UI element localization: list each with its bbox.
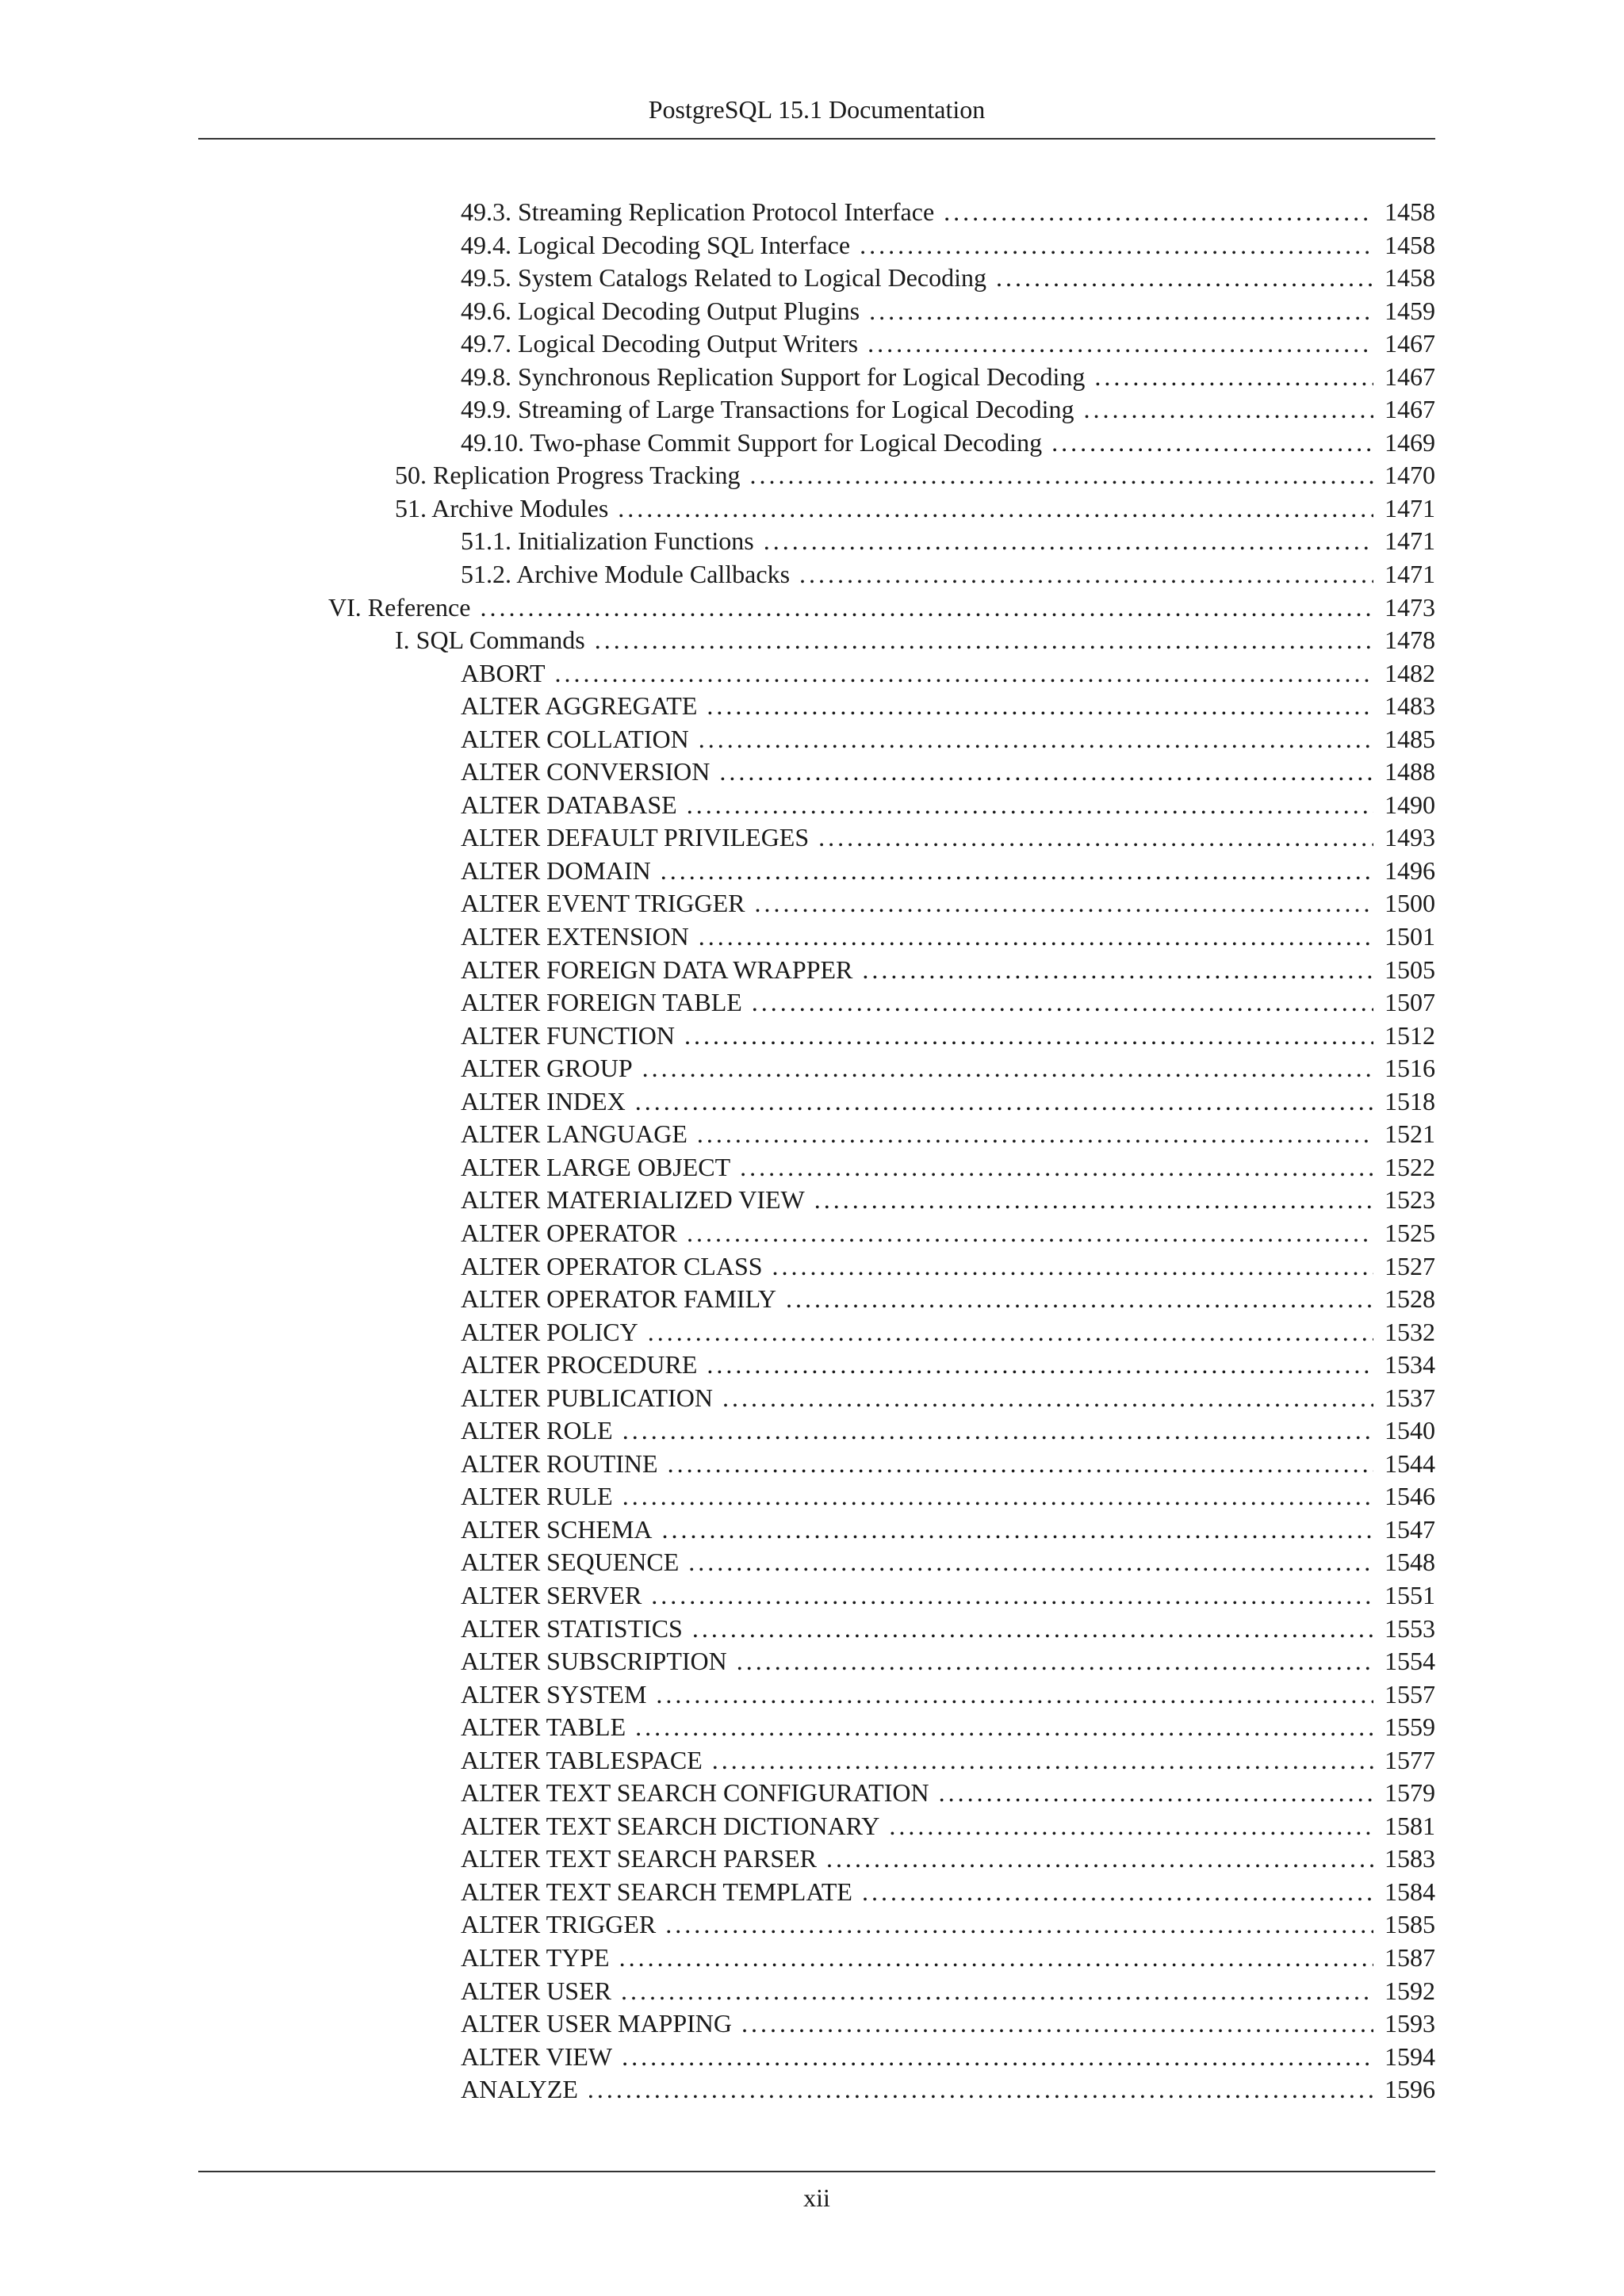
toc-entry-title: 49.3. Streaming Replication Protocol Interface <box>461 197 935 226</box>
toc-entry-page: 1467 <box>1385 329 1435 358</box>
toc-entry-page: 1512 <box>1385 1020 1435 1050</box>
table-of-contents <box>198 196 1435 2107</box>
toc-entry-page: 1501 <box>1385 922 1435 951</box>
toc-entry-page: 1540 <box>1385 1416 1435 1445</box>
toc-dot-leader <box>799 558 1373 591</box>
toc-entry-title: ALTER AGGREGATE <box>461 691 698 721</box>
toc-entry-page: 1579 <box>1385 1778 1435 1808</box>
toc-dot-leader <box>826 1843 1373 1876</box>
toc-dot-leader <box>772 1250 1373 1284</box>
toc-dot-leader <box>889 1810 1373 1843</box>
header-rule <box>198 138 1435 140</box>
toc-entry-title: ALTER INDEX <box>461 1086 626 1115</box>
toc-entry-page: 1577 <box>1385 1745 1435 1774</box>
toc-entry-title: 49.8. Synchronous Replication Support for Logical Decoding <box>461 362 1086 391</box>
toc-entry-title: ALTER MATERIALIZED VIEW <box>461 1185 805 1215</box>
toc-dot-leader <box>697 1118 1373 1151</box>
toc-entry-title: 51.2. Archive Module Callbacks <box>461 560 791 589</box>
toc-entry-title: ALTER TEXT SEARCH CONFIGURATION <box>461 1778 929 1808</box>
toc-dot-leader <box>722 1382 1373 1415</box>
toc-dot-leader <box>687 1217 1373 1250</box>
toc-entry-title: ALTER ROLE <box>461 1416 613 1445</box>
toc-entry-title: ABORT <box>461 658 546 687</box>
toc-dot-leader <box>1051 427 1373 460</box>
toc-entry-page: 1467 <box>1385 362 1435 391</box>
toc-entry[interactable] <box>198 591 1435 625</box>
toc-entry[interactable] <box>198 1151 1435 1184</box>
toc-entry-page: 1557 <box>1385 1679 1435 1709</box>
toc-dot-leader <box>692 1613 1373 1646</box>
toc-entry[interactable] <box>198 525 1435 558</box>
toc-dot-leader <box>862 954 1373 987</box>
toc-dot-leader <box>741 2007 1373 2041</box>
toc-entry-title: ANALYZE <box>461 2075 578 2104</box>
toc-entry-page: 1500 <box>1385 889 1435 918</box>
toc-entry[interactable] <box>198 327 1435 361</box>
toc-entry-title: VI. Reference <box>328 592 471 622</box>
toc-dot-leader <box>944 196 1373 229</box>
toc-entry-page: 1516 <box>1385 1054 1435 1083</box>
toc-dot-leader <box>622 1414 1373 1448</box>
toc-entry[interactable] <box>198 1513 1435 1547</box>
toc-entry[interactable] <box>198 1283 1435 1316</box>
toc-entry[interactable] <box>198 954 1435 987</box>
toc-entry-title: ALTER STATISTICS <box>461 1613 683 1643</box>
toc-entry-title: ALTER EXTENSION <box>461 922 689 951</box>
toc-entry-title: ALTER OPERATOR FAMILY <box>461 1284 777 1314</box>
toc-entry-title: ALTER VIEW <box>461 2042 613 2071</box>
toc-entry[interactable] <box>198 920 1435 954</box>
toc-dot-leader <box>480 591 1373 625</box>
toc-entry[interactable] <box>198 1052 1435 1085</box>
toc-entry-page: 1554 <box>1385 1647 1435 1676</box>
toc-entry-page: 1551 <box>1385 1580 1435 1609</box>
toc-entry-page: 1469 <box>1385 427 1435 457</box>
toc-entry[interactable] <box>198 262 1435 295</box>
toc-entry-page: 1548 <box>1385 1548 1435 1577</box>
toc-entry-title: I. SQL Commands <box>395 626 585 655</box>
toc-entry-page: 1537 <box>1385 1383 1435 1412</box>
toc-dot-leader <box>750 459 1373 492</box>
toc-dot-leader <box>595 624 1373 657</box>
toc-entry-page: 1553 <box>1385 1613 1435 1643</box>
footer-rule <box>198 2171 1435 2172</box>
toc-entry[interactable] <box>198 1645 1435 1678</box>
toc-entry[interactable] <box>198 1085 1435 1119</box>
toc-entry-title: ALTER DOMAIN <box>461 855 651 885</box>
toc-entry[interactable] <box>198 1118 1435 1151</box>
toc-entry-title: ALTER SYSTEM <box>461 1679 647 1709</box>
toc-dot-leader <box>755 887 1373 920</box>
toc-entry-page: 1546 <box>1385 1482 1435 1511</box>
toc-entry-page: 1522 <box>1385 1152 1435 1181</box>
toc-entry-page: 1587 <box>1385 1942 1435 1972</box>
toc-dot-leader <box>707 690 1373 723</box>
toc-entry[interactable] <box>198 756 1435 789</box>
toc-entry-title: 49.9. Streaming of Large Transactions for Logical Decoding <box>461 395 1074 424</box>
toc-dot-leader <box>684 1020 1373 1053</box>
toc-entry-page: 1518 <box>1385 1086 1435 1115</box>
toc-entry[interactable] <box>198 1414 1435 1448</box>
toc-entry[interactable] <box>198 1613 1435 1646</box>
toc-entry[interactable] <box>198 1250 1435 1284</box>
toc-entry-title: ALTER SUBSCRIPTION <box>461 1647 727 1676</box>
toc-dot-leader <box>642 1052 1373 1085</box>
toc-entry-page: 1473 <box>1385 592 1435 622</box>
toc-entry-page: 1583 <box>1385 1844 1435 1873</box>
toc-entry-page: 1544 <box>1385 1448 1435 1478</box>
toc-entry-page: 1471 <box>1385 560 1435 589</box>
toc-dot-leader <box>635 1085 1373 1119</box>
toc-entry-page: 1488 <box>1385 757 1435 786</box>
toc-entry-page: 1490 <box>1385 790 1435 819</box>
toc-entry-page: 1594 <box>1385 2042 1435 2071</box>
toc-entry-page: 1528 <box>1385 1284 1435 1314</box>
toc-entry-title: ALTER TABLE <box>461 1712 626 1742</box>
toc-entry[interactable] <box>198 1876 1435 1909</box>
toc-entry[interactable] <box>198 855 1435 888</box>
toc-entry[interactable] <box>198 1546 1435 1579</box>
toc-entry[interactable] <box>198 1480 1435 1513</box>
toc-entry-title: ALTER RULE <box>461 1482 613 1511</box>
toc-entry-page: 1458 <box>1385 197 1435 226</box>
toc-entry[interactable] <box>198 1744 1435 1777</box>
toc-dot-leader <box>1094 361 1373 394</box>
toc-dot-leader <box>737 1645 1373 1678</box>
toc-dot-leader <box>868 327 1373 361</box>
toc-dot-leader <box>555 657 1373 691</box>
toc-dot-leader <box>648 1316 1373 1349</box>
toc-entry-page: 1547 <box>1385 1514 1435 1544</box>
toc-entry[interactable] <box>198 657 1435 691</box>
toc-entry[interactable] <box>198 295 1435 328</box>
toc-entry-page: 1470 <box>1385 461 1435 490</box>
toc-entry-page: 1459 <box>1385 296 1435 325</box>
toc-dot-leader <box>618 492 1373 526</box>
toc-entry-page: 1585 <box>1385 1910 1435 1939</box>
toc-dot-leader <box>786 1283 1373 1316</box>
toc-entry[interactable] <box>198 196 1435 229</box>
toc-entry[interactable] <box>198 1316 1435 1349</box>
toc-entry-title: ALTER DATABASE <box>461 790 677 819</box>
toc-entry-title: ALTER TYPE <box>461 1942 610 1972</box>
toc-entry-title: ALTER SCHEMA <box>461 1514 653 1544</box>
toc-dot-leader <box>862 1876 1373 1909</box>
toc-entry-page: 1485 <box>1385 724 1435 753</box>
toc-entry[interactable] <box>198 821 1435 855</box>
toc-entry[interactable] <box>198 2007 1435 2041</box>
toc-entry[interactable] <box>198 887 1435 920</box>
toc-entry-title: ALTER DEFAULT PRIVILEGES <box>461 823 810 852</box>
toc-dot-leader <box>752 986 1373 1020</box>
toc-entry-title: ALTER LANGUAGE <box>461 1119 688 1149</box>
toc-entry-title: ALTER CONVERSION <box>461 757 710 786</box>
toc-entry-page: 1458 <box>1385 263 1435 293</box>
toc-entry-title: ALTER FUNCTION <box>461 1020 675 1050</box>
toc-dot-leader <box>814 1184 1373 1217</box>
toc-entry[interactable] <box>198 393 1435 427</box>
toc-dot-leader <box>1083 393 1373 427</box>
toc-entry-title: 49.7. Logical Decoding Output Writers <box>461 329 859 358</box>
toc-dot-leader <box>996 262 1373 295</box>
toc-entry-title: ALTER SEQUENCE <box>461 1548 680 1577</box>
toc-entry[interactable] <box>198 1777 1435 1810</box>
toc-entry[interactable] <box>198 789 1435 822</box>
toc-entry-page: 1483 <box>1385 691 1435 721</box>
toc-entry-page: 1471 <box>1385 526 1435 556</box>
toc-dot-leader <box>619 1942 1373 1975</box>
toc-entry-title: 49.6. Logical Decoding Output Plugins <box>461 296 860 325</box>
toc-dot-leader <box>719 756 1373 789</box>
toc-dot-leader <box>621 1975 1373 2008</box>
toc-dot-leader <box>699 723 1373 756</box>
toc-entry[interactable] <box>198 1843 1435 1876</box>
toc-entry[interactable] <box>198 1975 1435 2008</box>
toc-entry-page: 1581 <box>1385 1811 1435 1840</box>
toc-entry[interactable] <box>198 492 1435 526</box>
toc-entry[interactable] <box>198 1020 1435 1053</box>
toc-entry-page: 1584 <box>1385 1877 1435 1906</box>
toc-entry-title: ALTER TEXT SEARCH TEMPLATE <box>461 1877 852 1906</box>
toc-entry-title: ALTER ROUTINE <box>461 1448 658 1478</box>
toc-entry[interactable] <box>198 1678 1435 1712</box>
toc-entry-title: ALTER OPERATOR <box>461 1218 677 1247</box>
toc-entry-page: 1525 <box>1385 1218 1435 1247</box>
toc-entry-page: 1559 <box>1385 1712 1435 1742</box>
toc-dot-leader <box>622 2041 1373 2074</box>
toc-entry[interactable] <box>198 229 1435 262</box>
toc-entry-title: ALTER TEXT SEARCH PARSER <box>461 1844 817 1873</box>
toc-dot-leader <box>651 1579 1373 1613</box>
toc-entry-title: 49.10. Two-phase Commit Support for Logical Decoding <box>461 427 1043 457</box>
toc-entry[interactable] <box>198 427 1435 460</box>
toc-entry[interactable] <box>198 1579 1435 1613</box>
toc-entry-title: ALTER POLICY <box>461 1317 638 1346</box>
toc-entry[interactable] <box>198 1217 1435 1250</box>
toc-entry[interactable] <box>198 361 1435 394</box>
toc-entry[interactable] <box>198 1810 1435 1843</box>
toc-entry-title: 51. Archive Modules <box>395 493 609 522</box>
toc-dot-leader <box>939 1777 1373 1810</box>
toc-entry-title: ALTER PUBLICATION <box>461 1383 713 1412</box>
toc-dot-leader <box>764 525 1373 558</box>
toc-entry-title: ALTER USER <box>461 1976 611 2005</box>
toc-dot-leader <box>712 1744 1373 1777</box>
toc-entry[interactable] <box>198 1382 1435 1415</box>
page-header-title: PostgreSQL 15.1 Documentation <box>648 95 986 124</box>
toc-entry-title: ALTER GROUP <box>461 1054 633 1083</box>
toc-dot-leader <box>707 1349 1373 1382</box>
toc-entry-page: 1592 <box>1385 1976 1435 2005</box>
toc-dot-leader <box>818 821 1373 855</box>
page-number: xii <box>803 2183 830 2212</box>
toc-dot-leader <box>740 1151 1373 1184</box>
toc-entry[interactable] <box>198 1184 1435 1217</box>
toc-dot-leader <box>656 1678 1373 1712</box>
toc-entry-page: 1596 <box>1385 2075 1435 2104</box>
toc-entry[interactable] <box>198 690 1435 723</box>
toc-entry-page: 1521 <box>1385 1119 1435 1149</box>
toc-entry-page: 1527 <box>1385 1251 1435 1280</box>
toc-dot-leader <box>661 855 1373 888</box>
toc-entry-title: 49.4. Logical Decoding SQL Interface <box>461 230 851 259</box>
toc-entry-page: 1496 <box>1385 855 1435 885</box>
toc-entry[interactable] <box>198 459 1435 492</box>
toc-entry-page: 1458 <box>1385 230 1435 259</box>
toc-dot-leader <box>668 1448 1373 1481</box>
toc-entry-title: ALTER TABLESPACE <box>461 1745 703 1774</box>
toc-entry-title: ALTER FOREIGN DATA WRAPPER <box>461 955 853 984</box>
toc-entry-title: 51.1. Initialization Functions <box>461 526 754 556</box>
toc-entry-title: 49.5. System Catalogs Related to Logical Decoding <box>461 263 986 293</box>
toc-dot-leader <box>588 2073 1373 2107</box>
toc-entry[interactable] <box>198 1908 1435 1942</box>
toc-entry-page: 1471 <box>1385 493 1435 522</box>
toc-entry-title: ALTER LARGE OBJECT <box>461 1152 731 1181</box>
toc-entry[interactable] <box>198 1942 1435 1975</box>
toc-entry-page: 1493 <box>1385 823 1435 852</box>
toc-entry[interactable] <box>198 986 1435 1020</box>
toc-entry[interactable] <box>198 2073 1435 2107</box>
toc-entry-page: 1482 <box>1385 658 1435 687</box>
toc-entry-title: ALTER TRIGGER <box>461 1910 657 1939</box>
toc-entry[interactable] <box>198 1448 1435 1481</box>
toc-entry-page: 1532 <box>1385 1317 1435 1346</box>
toc-dot-leader <box>869 295 1373 328</box>
toc-dot-leader <box>687 789 1373 822</box>
toc-entry-title: 50. Replication Progress Tracking <box>395 461 741 490</box>
toc-dot-leader <box>860 229 1373 262</box>
toc-entry-page: 1505 <box>1385 955 1435 984</box>
toc-entry-title: ALTER SERVER <box>461 1580 642 1609</box>
toc-entry[interactable] <box>198 1349 1435 1382</box>
toc-entry-page: 1534 <box>1385 1350 1435 1380</box>
toc-dot-leader <box>688 1546 1373 1579</box>
toc-dot-leader <box>699 920 1373 954</box>
toc-dot-leader <box>635 1711 1373 1744</box>
toc-entry[interactable] <box>198 558 1435 591</box>
toc-entry-title: ALTER EVENT TRIGGER <box>461 889 745 918</box>
toc-dot-leader <box>622 1480 1373 1513</box>
toc-entry-title: ALTER OPERATOR CLASS <box>461 1251 763 1280</box>
toc-dot-leader <box>662 1513 1373 1547</box>
toc-entry-title: ALTER COLLATION <box>461 724 689 753</box>
toc-entry-page: 1507 <box>1385 988 1435 1017</box>
toc-entry-title: ALTER TEXT SEARCH DICTIONARY <box>461 1811 880 1840</box>
toc-entry-page: 1523 <box>1385 1185 1435 1215</box>
toc-entry-page: 1467 <box>1385 395 1435 424</box>
toc-dot-leader <box>665 1908 1373 1942</box>
toc-entry[interactable] <box>198 1711 1435 1744</box>
toc-entry-page: 1593 <box>1385 2009 1435 2038</box>
toc-entry-title: ALTER USER MAPPING <box>461 2009 732 2038</box>
toc-entry-title: ALTER FOREIGN TABLE <box>461 988 742 1017</box>
toc-entry-title: ALTER PROCEDURE <box>461 1350 698 1380</box>
toc-entry[interactable] <box>198 624 1435 657</box>
toc-entry[interactable] <box>198 2041 1435 2074</box>
toc-entry-page: 1478 <box>1385 626 1435 655</box>
toc-entry[interactable] <box>198 723 1435 756</box>
